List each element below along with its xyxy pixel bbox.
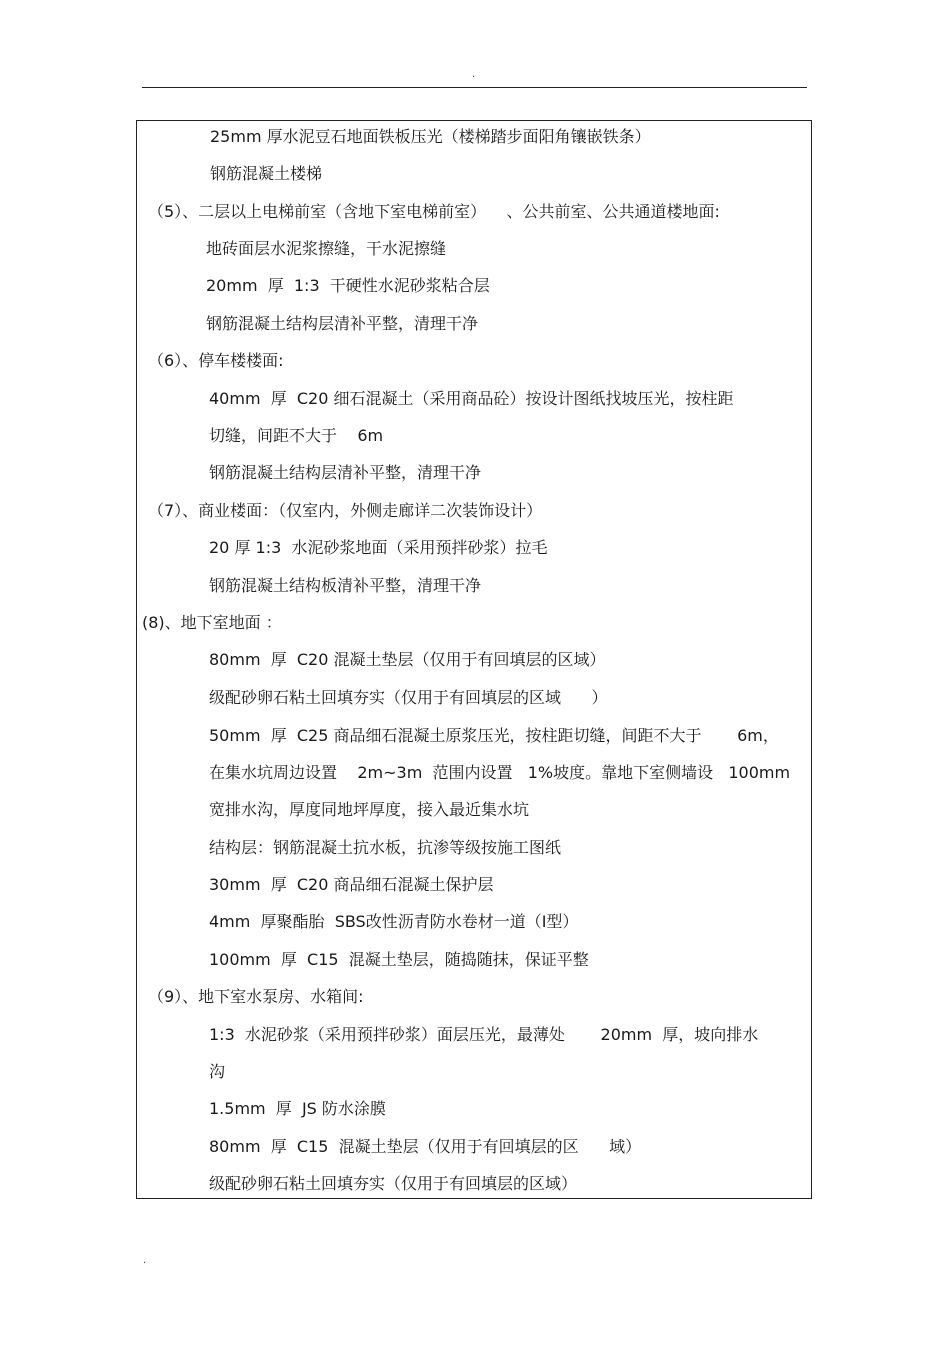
text-line-01: 25mm 厚水泥豆石地面铁板压光（楼梯踏步面阳角镶嵌铁条）: [210, 127, 651, 146]
header-rule: [142, 87, 807, 88]
text-line-16: 级配砂卵石粘土回填夯实（仅用于有回填层的区域 ）: [209, 688, 608, 707]
text-line-23: 100mm 厚 C15 混凝土垫层，随捣随抹，保证平整: [209, 950, 589, 969]
text-line-18: 在集水坑周边设置 2m~3m 范围内设置 1%坡度。靠地下室侧墙设 100mm: [209, 763, 791, 782]
section-heading-5: （5）、二层以上电梯前室（含地下室电梯前室） 、公共前室、公共通道楼地面:: [148, 202, 720, 221]
section-heading-8: (8)、地下室地面 ：: [142, 613, 282, 632]
text-line-08: 40mm 厚 C20 细石混凝土（采用商品砼）按设计图纸找坡压光，按柱距: [209, 389, 734, 408]
text-line-19: 宽排水沟，厚度同地坪厚度，接入最近集水坑: [209, 800, 530, 819]
text-line-28: 80mm 厚 C15 混凝土垫层（仅用于有回填层的区 域）: [209, 1137, 642, 1156]
text-line-29: 级配砂卵石粘土回填夯实（仅用于有回填层的区域）: [209, 1174, 578, 1193]
section-heading-7: （7）、商业楼面：（仅室内，外侧走廊详二次装饰设计）: [148, 501, 543, 520]
text-line-04: 地砖面层水泥浆擦缝，干水泥擦缝: [206, 239, 447, 258]
text-line-27: 1.5mm 厚 JS 防水涂膜: [209, 1099, 386, 1118]
text-line-09: 切缝，间距不大于 6m: [209, 426, 384, 445]
text-line-10: 钢筋混凝土结构层清补平整，清理干净: [209, 463, 482, 482]
section-heading-6: （6）、停车楼楼面:: [148, 351, 284, 370]
text-line-26: 沟: [209, 1062, 226, 1081]
text-line-20: 结构层：钢筋混凝土抗水板，抗渗等级按施工图纸: [209, 838, 562, 857]
text-line-13: 钢筋混凝土结构板清补平整，清理干净: [209, 576, 482, 595]
text-line-02: 钢筋混凝土楼梯: [210, 164, 323, 183]
header-mark: .: [472, 69, 476, 80]
text-line-17: 50mm 厚 C25 商品细石混凝土原浆压光，按柱距切缝，间距不大于 6m，: [209, 726, 779, 745]
text-line-25: 1:3 水泥砂浆（采用预拌砂浆）面层压光，最薄处 20mm 厚，坡向排水: [209, 1025, 759, 1044]
text-line-06: 钢筋混凝土结构层清补平整，清理干净: [206, 314, 479, 333]
text-line-12: 20 厚 1:3 水泥砂浆地面（采用预拌砂浆）拉毛: [209, 538, 548, 557]
text-line-22: 4mm 厚聚酯胎 SBS改性沥青防水卷材一道（Ⅰ型）: [209, 912, 579, 931]
text-line-15: 80mm 厚 C20 混凝土垫层（仅用于有回填层的区域）: [209, 650, 606, 669]
footer-mark: .: [143, 1255, 147, 1266]
text-line-05: 20mm 厚 1:3 干硬性水泥砂浆粘合层: [206, 276, 490, 295]
text-line-21: 30mm 厚 C20 商品细石混凝土保护层: [209, 875, 494, 894]
section-heading-9: （9）、地下室水泵房、水箱间:: [148, 987, 364, 1006]
